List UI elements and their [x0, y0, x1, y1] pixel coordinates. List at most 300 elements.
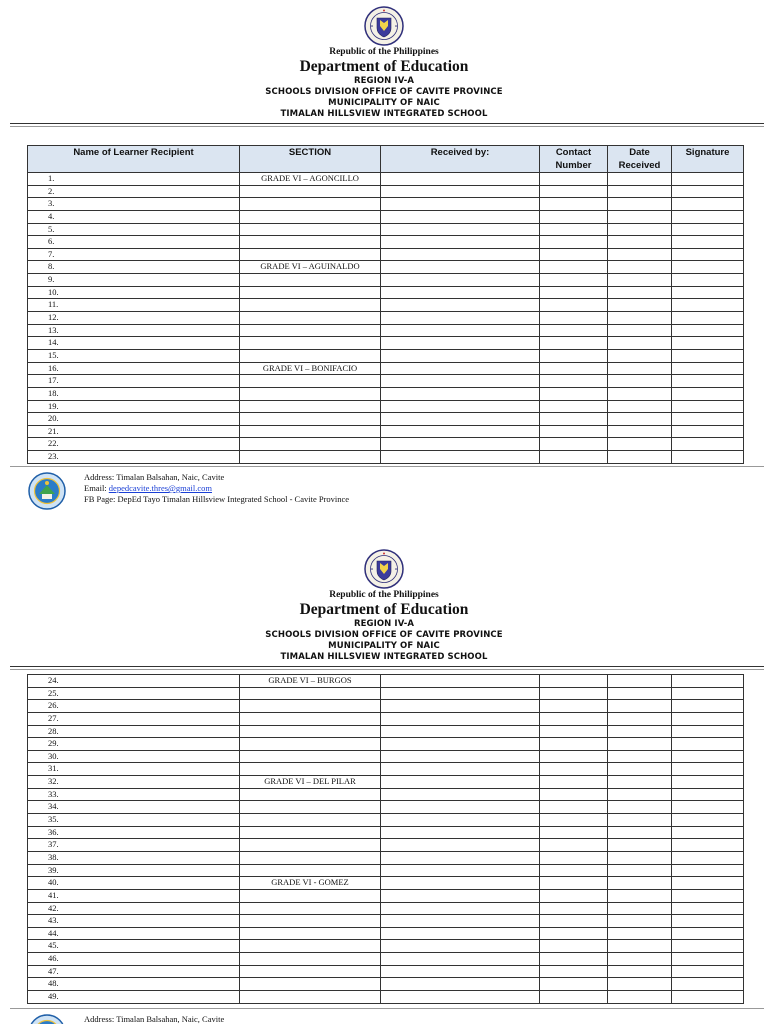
republic-line: Republic of the Philippines	[329, 590, 439, 600]
row-number-cell: 36.	[28, 826, 240, 839]
signature-cell[interactable]	[672, 763, 744, 776]
footer-email-line	[84, 483, 684, 494]
date-received-cell[interactable]	[608, 223, 672, 236]
signature-cell[interactable]	[672, 839, 744, 852]
signature-cell[interactable]	[672, 712, 744, 725]
contact-number-cell[interactable]	[540, 978, 608, 991]
received-by-cell[interactable]	[381, 902, 540, 915]
signature-cell[interactable]	[672, 198, 744, 211]
row-number-cell: 41.	[28, 889, 240, 902]
received-by-cell[interactable]	[381, 400, 540, 413]
date-received-cell[interactable]	[608, 864, 672, 877]
signature-cell[interactable]	[672, 889, 744, 902]
signature-cell[interactable]	[672, 324, 744, 337]
section-cell	[240, 274, 381, 287]
table-row	[28, 889, 744, 902]
contact-number-cell[interactable]	[540, 274, 608, 287]
date-received-cell[interactable]	[608, 349, 672, 362]
date-received-cell[interactable]	[608, 902, 672, 915]
row-number-cell: 7.	[28, 248, 240, 261]
date-received-cell[interactable]	[608, 915, 672, 928]
contact-number-cell[interactable]	[540, 173, 608, 186]
signature-cell[interactable]	[672, 236, 744, 249]
row-number-cell: 25.	[28, 687, 240, 700]
signature-cell[interactable]	[672, 387, 744, 400]
received-by-cell[interactable]	[381, 788, 540, 801]
date-received-cell[interactable]	[608, 877, 672, 890]
date-received-cell[interactable]	[608, 438, 672, 451]
date-received-cell[interactable]	[608, 725, 672, 738]
table-row	[28, 312, 744, 325]
contact-number-cell[interactable]	[540, 991, 608, 1004]
row-number-cell: 8.	[28, 261, 240, 274]
row-number-cell: 19.	[28, 400, 240, 413]
section-cell	[240, 451, 381, 464]
contact-number-cell[interactable]	[540, 236, 608, 249]
table-row	[28, 274, 744, 287]
received-by-cell[interactable]	[381, 927, 540, 940]
received-by-cell[interactable]	[381, 687, 540, 700]
section-cell	[240, 400, 381, 413]
date-received-cell[interactable]	[608, 953, 672, 966]
signature-cell[interactable]	[672, 438, 744, 451]
contact-number-cell[interactable]	[540, 438, 608, 451]
signature-cell[interactable]	[672, 400, 744, 413]
contact-number-cell[interactable]	[540, 927, 608, 940]
table-row	[28, 750, 744, 763]
signature-cell[interactable]	[672, 738, 744, 751]
contact-number-cell[interactable]	[540, 801, 608, 814]
date-received-cell[interactable]	[608, 826, 672, 839]
received-by-cell[interactable]	[381, 173, 540, 186]
table-row	[28, 349, 744, 362]
row-number-cell: 39.	[28, 864, 240, 877]
signature-cell[interactable]	[672, 413, 744, 426]
received-by-cell[interactable]	[381, 776, 540, 789]
contact-number-cell[interactable]	[540, 451, 608, 464]
col-header-date: Date Received	[608, 146, 672, 173]
signature-cell[interactable]	[672, 675, 744, 688]
section-cell: GRADE VI – BURGOS	[240, 675, 381, 688]
section-cell	[240, 413, 381, 426]
received-by-cell[interactable]	[381, 889, 540, 902]
section-cell	[240, 687, 381, 700]
date-received-cell[interactable]	[608, 185, 672, 198]
signature-cell[interactable]	[672, 248, 744, 261]
contact-number-cell[interactable]	[540, 915, 608, 928]
signature-cell[interactable]	[672, 425, 744, 438]
section-cell	[240, 750, 381, 763]
signature-cell[interactable]	[672, 312, 744, 325]
section-cell	[240, 223, 381, 236]
contact-number-cell[interactable]	[540, 185, 608, 198]
recipient-table-page2	[27, 674, 744, 1004]
row-number-cell: 46.	[28, 953, 240, 966]
contact-number-cell[interactable]	[540, 324, 608, 337]
contact-number-cell[interactable]	[540, 953, 608, 966]
contact-number-cell[interactable]	[540, 864, 608, 877]
table-row	[28, 173, 744, 186]
received-by-cell[interactable]	[381, 451, 540, 464]
received-by-cell[interactable]	[381, 375, 540, 388]
signature-cell[interactable]	[672, 978, 744, 991]
date-received-cell[interactable]	[608, 927, 672, 940]
date-received-cell[interactable]	[608, 261, 672, 274]
section-cell	[240, 312, 381, 325]
signature-cell[interactable]	[672, 953, 744, 966]
table-row	[28, 675, 744, 688]
division-line: SCHOOLS DIVISION OFFICE OF CAVITE PROVINCE	[265, 87, 503, 97]
date-received-cell[interactable]	[608, 413, 672, 426]
received-by-cell[interactable]	[381, 864, 540, 877]
received-by-cell[interactable]	[381, 413, 540, 426]
col-header-section: SECTION	[240, 146, 381, 173]
date-received-cell[interactable]	[608, 387, 672, 400]
section-cell	[240, 864, 381, 877]
table-row	[28, 324, 744, 337]
signature-cell[interactable]	[672, 927, 744, 940]
date-received-cell[interactable]	[608, 788, 672, 801]
row-number-cell: 42.	[28, 902, 240, 915]
contact-number-cell[interactable]	[540, 889, 608, 902]
date-received-cell[interactable]	[608, 400, 672, 413]
section-cell	[240, 299, 381, 312]
contact-number-cell[interactable]	[540, 877, 608, 890]
received-by-cell[interactable]	[381, 725, 540, 738]
signature-cell[interactable]	[672, 261, 744, 274]
contact-number-cell[interactable]	[540, 337, 608, 350]
row-number-cell: 37.	[28, 839, 240, 852]
table-row	[28, 261, 744, 274]
section-cell	[240, 991, 381, 1004]
footer-address: Address: Timalan Balsahan, Naic, Cavite	[84, 1014, 225, 1024]
date-received-cell[interactable]	[608, 210, 672, 223]
contact-number-cell[interactable]	[540, 413, 608, 426]
received-by-cell[interactable]	[381, 915, 540, 928]
date-received-cell[interactable]	[608, 851, 672, 864]
received-by-cell[interactable]	[381, 248, 540, 261]
received-by-cell[interactable]	[381, 991, 540, 1004]
contact-number-cell[interactable]	[540, 387, 608, 400]
row-number-cell: 34.	[28, 801, 240, 814]
date-received-cell[interactable]	[608, 425, 672, 438]
received-by-cell[interactable]	[381, 223, 540, 236]
signature-cell[interactable]	[672, 362, 744, 375]
department-title: Department of Education	[299, 58, 469, 75]
row-number-cell: 33.	[28, 788, 240, 801]
contact-number-cell[interactable]	[540, 400, 608, 413]
section-cell	[240, 375, 381, 388]
date-received-cell[interactable]	[608, 337, 672, 350]
header-divider-thin	[10, 669, 764, 670]
contact-number-cell[interactable]	[540, 738, 608, 751]
signature-cell[interactable]	[672, 864, 744, 877]
contact-number-cell[interactable]	[540, 750, 608, 763]
date-received-cell[interactable]	[608, 940, 672, 953]
contact-number-cell[interactable]	[540, 675, 608, 688]
signature-cell[interactable]	[672, 750, 744, 763]
date-received-cell[interactable]	[608, 274, 672, 287]
row-number-cell: 9.	[28, 274, 240, 287]
table-row	[28, 991, 744, 1004]
footer-email-label: Email:	[84, 483, 109, 493]
contact-number-cell[interactable]	[540, 362, 608, 375]
received-by-cell[interactable]	[381, 349, 540, 362]
signature-cell[interactable]	[672, 851, 744, 864]
table-row	[28, 451, 744, 464]
contact-number-cell[interactable]	[540, 776, 608, 789]
contact-number-cell[interactable]	[540, 700, 608, 713]
region-line: REGION IV-A	[353, 76, 415, 86]
received-by-cell[interactable]	[381, 965, 540, 978]
date-received-cell[interactable]	[608, 763, 672, 776]
section-cell	[240, 851, 381, 864]
signature-cell[interactable]	[672, 965, 744, 978]
footer-text	[84, 1014, 684, 1024]
section-cell	[240, 788, 381, 801]
section-cell: GRADE VI – BONIFACIO	[240, 362, 381, 375]
contact-number-cell[interactable]	[540, 826, 608, 839]
table-row	[28, 927, 744, 940]
contact-number-cell[interactable]	[540, 940, 608, 953]
contact-number-cell[interactable]	[540, 425, 608, 438]
table-row	[28, 839, 744, 852]
received-by-cell[interactable]	[381, 763, 540, 776]
received-by-cell[interactable]	[381, 236, 540, 249]
header-divider	[10, 123, 764, 124]
signature-cell[interactable]	[672, 286, 744, 299]
signature-cell[interactable]	[672, 337, 744, 350]
signature-cell[interactable]	[672, 375, 744, 388]
row-number-cell: 48.	[28, 978, 240, 991]
col-header-name: Name of Learner Recipient	[28, 146, 240, 173]
date-received-cell[interactable]	[608, 375, 672, 388]
contact-number-cell[interactable]	[540, 198, 608, 211]
signature-cell[interactable]	[672, 826, 744, 839]
signature-cell[interactable]	[672, 788, 744, 801]
contact-number-cell[interactable]	[540, 814, 608, 827]
date-received-cell[interactable]	[608, 173, 672, 186]
table-row	[28, 877, 744, 890]
table-row	[28, 902, 744, 915]
date-received-cell[interactable]	[608, 299, 672, 312]
section-cell	[240, 349, 381, 362]
received-by-cell[interactable]	[381, 801, 540, 814]
footer-email-link[interactable]: depedcavite.thres@gmail.com	[108, 483, 212, 493]
contact-number-cell[interactable]	[540, 248, 608, 261]
row-number-cell: 45.	[28, 940, 240, 953]
contact-number-cell[interactable]	[540, 286, 608, 299]
date-received-cell[interactable]	[608, 451, 672, 464]
date-received-cell[interactable]	[608, 839, 672, 852]
section-cell	[240, 801, 381, 814]
received-by-cell[interactable]	[381, 953, 540, 966]
received-by-cell[interactable]	[381, 712, 540, 725]
signature-cell[interactable]	[672, 940, 744, 953]
section-cell	[240, 953, 381, 966]
row-number-cell: 27.	[28, 712, 240, 725]
section-cell	[240, 248, 381, 261]
received-by-cell[interactable]	[381, 438, 540, 451]
municipality-line: MUNICIPALITY OF NAIC	[328, 98, 440, 108]
received-by-cell[interactable]	[381, 978, 540, 991]
received-by-cell[interactable]	[381, 851, 540, 864]
section-cell: GRADE VI – AGONCILLO	[240, 173, 381, 186]
section-cell	[240, 940, 381, 953]
table-row	[28, 776, 744, 789]
received-by-cell[interactable]	[381, 185, 540, 198]
date-received-cell[interactable]	[608, 814, 672, 827]
date-received-cell[interactable]	[608, 312, 672, 325]
footer-divider	[10, 466, 764, 467]
col-header-signature: Signature	[672, 146, 744, 173]
date-received-cell[interactable]	[608, 712, 672, 725]
signature-cell[interactable]	[672, 349, 744, 362]
signature-cell[interactable]	[672, 223, 744, 236]
signature-cell[interactable]	[672, 451, 744, 464]
date-received-cell[interactable]	[608, 978, 672, 991]
received-by-cell[interactable]	[381, 337, 540, 350]
received-by-cell[interactable]	[381, 324, 540, 337]
table-row	[28, 299, 744, 312]
section-cell	[240, 826, 381, 839]
received-by-cell[interactable]	[381, 261, 540, 274]
contact-number-cell[interactable]	[540, 788, 608, 801]
received-by-cell[interactable]	[381, 877, 540, 890]
signature-cell[interactable]	[672, 902, 744, 915]
received-by-cell[interactable]	[381, 826, 540, 839]
signature-cell[interactable]	[672, 725, 744, 738]
row-number-cell: 15.	[28, 349, 240, 362]
signature-cell[interactable]	[672, 299, 744, 312]
signature-cell[interactable]	[672, 210, 744, 223]
date-received-cell[interactable]	[608, 738, 672, 751]
section-cell	[240, 185, 381, 198]
contact-number-cell[interactable]	[540, 223, 608, 236]
date-received-cell[interactable]	[608, 286, 672, 299]
contact-number-cell[interactable]	[540, 687, 608, 700]
table-row	[28, 248, 744, 261]
signature-cell[interactable]	[672, 185, 744, 198]
contact-number-cell[interactable]	[540, 375, 608, 388]
row-number-cell: 30.	[28, 750, 240, 763]
contact-number-cell[interactable]	[540, 839, 608, 852]
section-cell	[240, 236, 381, 249]
date-received-cell[interactable]	[608, 236, 672, 249]
signature-cell[interactable]	[672, 776, 744, 789]
signature-cell[interactable]	[672, 173, 744, 186]
row-number-cell: 38.	[28, 851, 240, 864]
school-line: TIMALAN HILLSVIEW INTEGRATED SCHOOL	[280, 652, 488, 662]
row-number-cell: 20.	[28, 413, 240, 426]
received-by-cell[interactable]	[381, 675, 540, 688]
received-by-cell[interactable]	[381, 940, 540, 953]
section-cell	[240, 425, 381, 438]
received-by-cell[interactable]	[381, 738, 540, 751]
signature-cell[interactable]	[672, 915, 744, 928]
received-by-cell[interactable]	[381, 387, 540, 400]
date-received-cell[interactable]	[608, 362, 672, 375]
signature-cell[interactable]	[672, 814, 744, 827]
contact-number-cell[interactable]	[540, 312, 608, 325]
date-received-cell[interactable]	[608, 965, 672, 978]
received-by-cell[interactable]	[381, 750, 540, 763]
section-cell	[240, 839, 381, 852]
table-row	[28, 425, 744, 438]
footer-fb: FB Page: DepEd Tayo Timalan Hillsview Integrated School - Cavite Province	[84, 494, 350, 504]
contact-number-cell[interactable]	[540, 851, 608, 864]
table-row	[28, 700, 744, 713]
signature-cell[interactable]	[672, 877, 744, 890]
received-by-cell[interactable]	[381, 362, 540, 375]
date-received-cell[interactable]	[608, 889, 672, 902]
received-by-cell[interactable]	[381, 700, 540, 713]
section-cell	[240, 915, 381, 928]
date-received-cell[interactable]	[608, 776, 672, 789]
table-row	[28, 953, 744, 966]
date-received-cell[interactable]	[608, 675, 672, 688]
received-by-cell[interactable]	[381, 839, 540, 852]
received-by-cell[interactable]	[381, 299, 540, 312]
section-cell	[240, 438, 381, 451]
table-row	[28, 337, 744, 350]
section-cell	[240, 387, 381, 400]
date-received-cell[interactable]	[608, 198, 672, 211]
section-cell	[240, 286, 381, 299]
date-received-cell[interactable]	[608, 687, 672, 700]
contact-number-cell[interactable]	[540, 902, 608, 915]
date-received-cell[interactable]	[608, 700, 672, 713]
contact-number-cell[interactable]	[540, 712, 608, 725]
contact-number-cell[interactable]	[540, 965, 608, 978]
table-row	[28, 185, 744, 198]
received-by-cell[interactable]	[381, 198, 540, 211]
contact-number-cell[interactable]	[540, 299, 608, 312]
received-by-cell[interactable]	[381, 312, 540, 325]
contact-number-cell[interactable]	[540, 261, 608, 274]
signature-cell[interactable]	[672, 801, 744, 814]
date-received-cell[interactable]	[608, 750, 672, 763]
date-received-cell[interactable]	[608, 324, 672, 337]
contact-number-cell[interactable]	[540, 349, 608, 362]
date-received-cell[interactable]	[608, 991, 672, 1004]
date-received-cell[interactable]	[608, 248, 672, 261]
received-by-cell[interactable]	[381, 425, 540, 438]
row-number-cell: 24.	[28, 675, 240, 688]
contact-number-cell[interactable]	[540, 763, 608, 776]
signature-cell[interactable]	[672, 274, 744, 287]
school-line: TIMALAN HILLSVIEW INTEGRATED SCHOOL	[280, 109, 488, 119]
signature-cell[interactable]	[672, 687, 744, 700]
row-number-cell: 12.	[28, 312, 240, 325]
table-row	[28, 712, 744, 725]
date-received-cell[interactable]	[608, 801, 672, 814]
table-row	[28, 826, 744, 839]
received-by-cell[interactable]	[381, 210, 540, 223]
municipality-line: MUNICIPALITY OF NAIC	[328, 641, 440, 651]
received-by-cell[interactable]	[381, 286, 540, 299]
contact-number-cell[interactable]	[540, 210, 608, 223]
deped-seal-icon	[364, 549, 404, 589]
received-by-cell[interactable]	[381, 274, 540, 287]
recipient-table-page1	[27, 145, 744, 464]
signature-cell[interactable]	[672, 700, 744, 713]
signature-cell[interactable]	[672, 991, 744, 1004]
table-row	[28, 687, 744, 700]
deped-seal-icon	[364, 6, 404, 46]
received-by-cell[interactable]	[381, 814, 540, 827]
contact-number-cell[interactable]	[540, 725, 608, 738]
